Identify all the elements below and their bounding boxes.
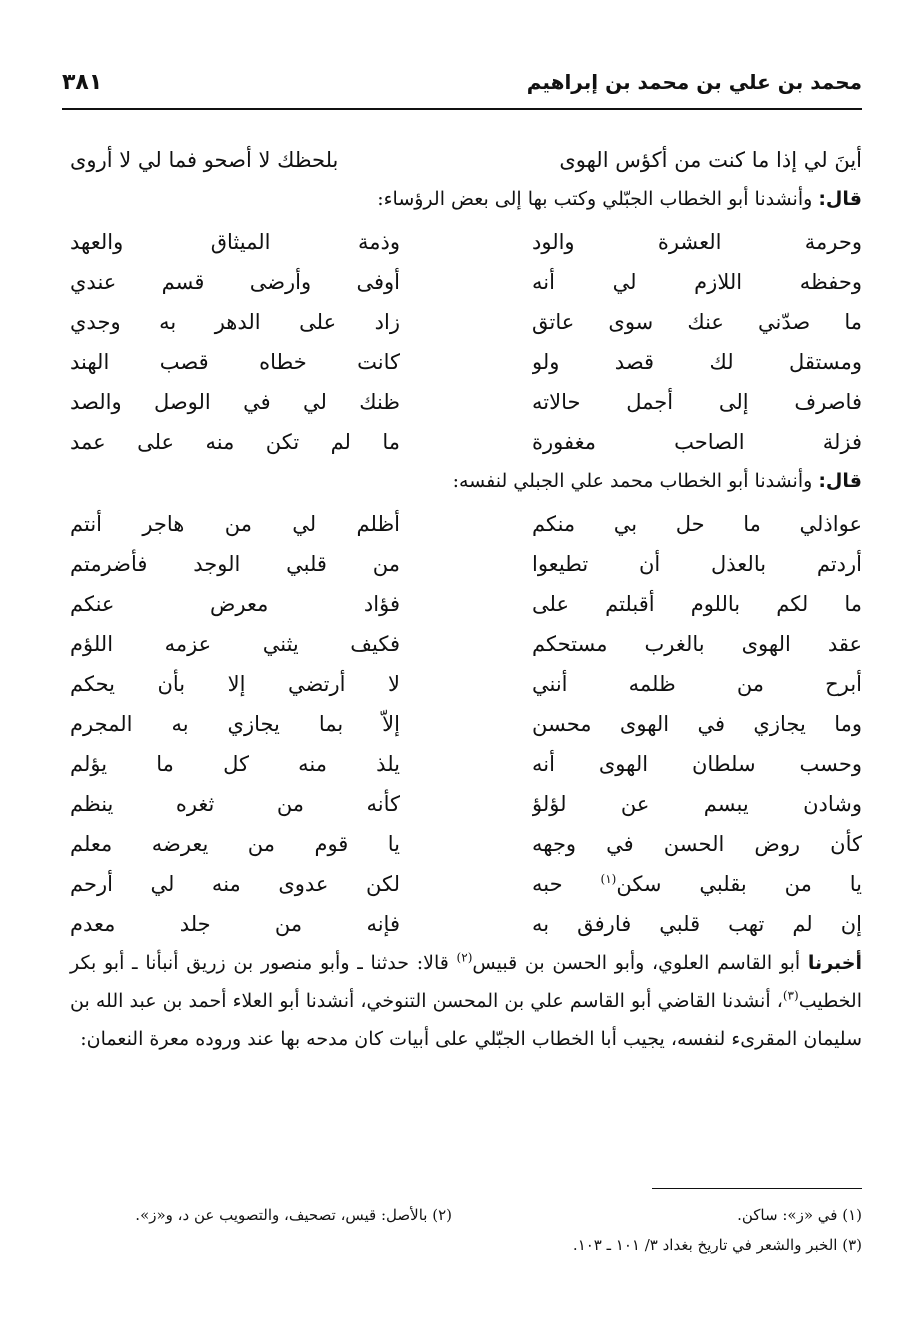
paragraph-text: أبو القاسم العلوي، وأبو الحسن بن قبيس xyxy=(472,952,808,974)
footnote xyxy=(573,1230,862,1260)
verse-second-hemistich: فإنه من جلد معدم xyxy=(70,912,400,936)
verse xyxy=(70,864,862,904)
verse-first-hemistich: إن لم تهب قلبي فارفق به xyxy=(532,912,862,936)
footnote-ref: (٢) xyxy=(456,950,473,965)
verse-first-hemistich: ومستقل لك قصد ولو xyxy=(532,350,862,374)
verse-first-hemistich: أردتم بالعذل أن تطيعوا xyxy=(532,552,862,576)
verse-first-hemistich: وشادن يبسم عن لؤلؤ xyxy=(532,792,862,816)
verse xyxy=(70,904,862,944)
verse-second-hemistich: من قلبي الوجد فأضرمتم xyxy=(70,552,400,576)
verse-second-hemistich: إلاّ بما يجازي به المجرم xyxy=(70,712,400,736)
verse-first-hemistich: أبرح من ظلمه أنني xyxy=(532,672,862,696)
verse-second-hemistich: أوفى وأرضى قسم عندي xyxy=(70,270,400,294)
verse xyxy=(70,222,862,262)
paragraph-text: ، أنشدنا القاضي أبو القاسم علي بن المحسن التنوخي، أنشدنا أبو العلاء أحمد بن عبد الله بن سليمان المقرىء لنفسه، يجيب أبا الخطاب الجبّلي على أبيات كان مدحه بها عند وروده معرة النعمان: xyxy=(70,990,862,1050)
opening-verse xyxy=(70,140,862,180)
running-title: محمد بن علي بن محمد بن إبراهيم xyxy=(526,70,862,94)
verse-first-hemistich: كأن روض الحسن في وجهه xyxy=(532,832,862,856)
running-header xyxy=(62,64,862,100)
verse-second-hemistich: لا أرتضي إلا بأن يحكم xyxy=(70,672,400,696)
verse xyxy=(70,262,862,302)
verse-second-hemistich: بلحظك لا أصحو فما لي لا أروى xyxy=(70,148,339,172)
verse-second-hemistich: وذمة الميثاق والعهد xyxy=(70,230,400,254)
intro-lead: قال: xyxy=(818,188,862,210)
footnote xyxy=(62,1200,452,1230)
verse xyxy=(70,504,862,544)
verse-first-hemistich: فاصرف إلى أجمل حالاته xyxy=(532,390,862,414)
intro-text: وأنشدنا أبو الخطاب محمد علي الجبلي لنفسه: xyxy=(452,470,819,492)
verse-first-hemistich: وحرمة العشرة والود xyxy=(532,230,862,254)
intro-text: وأنشدنا أبو الخطاب الجبّلي وكتب بها إلى بعض الرؤساء: xyxy=(377,188,819,210)
verse xyxy=(70,302,862,342)
verse-first-hemistich: فزلة الصاحب مغفورة xyxy=(532,430,862,454)
header-rule xyxy=(62,108,862,110)
verse xyxy=(70,422,862,462)
footnote-rule xyxy=(652,1188,862,1189)
verse xyxy=(70,382,862,422)
footnote xyxy=(472,1200,862,1230)
verse-first-hemistich: وحسب سلطان الهوى أنه xyxy=(532,752,862,776)
footnote-ref: (٣) xyxy=(782,988,799,1003)
verse-first-hemistich: أينَ لي إذا ما كنت من أكؤس الهوى xyxy=(559,148,862,172)
verse xyxy=(70,664,862,704)
verse-second-hemistich: فكيف يثني عزمه اللؤم xyxy=(70,632,400,656)
footnote-text: في «ز»: ساكن. xyxy=(737,1206,843,1224)
verse-first-hemistich: عقد الهوى بالغرب مستحكم xyxy=(532,632,862,656)
verse-first-hemistich: وحفظه اللازم لي أنه xyxy=(532,270,862,294)
section2-intro xyxy=(70,462,862,500)
footnote-number: (١) xyxy=(842,1206,862,1224)
verse-first-hemistich: ما لكم باللوم أقبلتم على xyxy=(532,592,862,616)
verse-first-hemistich: ما صدّني عنك سوى عاتق xyxy=(532,310,862,334)
verse-second-hemistich: فؤاد معرض عنكم xyxy=(70,592,400,616)
verse-second-hemistich: كأنه من ثغره ينظم xyxy=(70,792,400,816)
paragraph-text: قالا: حدثنا ـ وأبو منصور بن زريق أنبأنا ـ أبو بكر الخطيب xyxy=(70,952,862,1012)
verse xyxy=(70,544,862,584)
footnote-ref: (١) xyxy=(600,872,617,886)
verse-first-hemistich: وما يجازي في الهوى محسن xyxy=(532,712,862,736)
verse-second-hemistich: لكن عدوى منه لي أرحم xyxy=(70,872,400,896)
verse-second-hemistich: زاد على الدهر به وجدي xyxy=(70,310,400,334)
verse-text-tail: حبه xyxy=(532,872,601,896)
intro-lead: قال: xyxy=(818,470,862,492)
verse-second-hemistich: يلذ منه كل ما يؤلم xyxy=(70,752,400,776)
verse xyxy=(70,624,862,664)
verse-second-hemistich: ظنك لي في الوصل والصد xyxy=(70,390,400,414)
footnote-number: (٢) xyxy=(432,1206,452,1224)
verse-text: يا من بقلبي سكن xyxy=(616,872,862,896)
prose-paragraph xyxy=(70,944,862,1058)
verse-second-hemistich: يا قوم من يعرضه معلم xyxy=(70,832,400,856)
paragraph-lead: أخبرنا xyxy=(807,952,862,974)
footnote-number: (٣) xyxy=(842,1236,862,1254)
verse xyxy=(70,824,862,864)
page-number: ٣٨١ xyxy=(62,69,103,95)
footnotes xyxy=(62,1200,862,1260)
verse xyxy=(70,744,862,784)
verse xyxy=(70,784,862,824)
verse-first-hemistich xyxy=(532,864,862,904)
verse-first-hemistich: عواذلي ما حل بي منكم xyxy=(532,512,862,536)
section1-intro xyxy=(70,180,862,218)
verse xyxy=(70,704,862,744)
page-body xyxy=(70,140,862,1058)
verse-second-hemistich: كانت خطاه قصب الهند xyxy=(70,350,400,374)
verse xyxy=(70,584,862,624)
verse-second-hemistich: أظلم لي من هاجر أنتم xyxy=(70,512,400,536)
footnote-text: الخبر والشعر في تاريخ بغداد ٣/ ١٠١ ـ ١٠٣. xyxy=(572,1236,843,1254)
section2-poem xyxy=(70,504,862,944)
verse xyxy=(70,342,862,382)
footnote-text: بالأصل: قيس، تصحيف، والتصويب عن د، و«ز». xyxy=(135,1206,433,1224)
section1-poem xyxy=(70,222,862,462)
verse-second-hemistich: ما لم تكن منه على عمد xyxy=(70,430,400,454)
